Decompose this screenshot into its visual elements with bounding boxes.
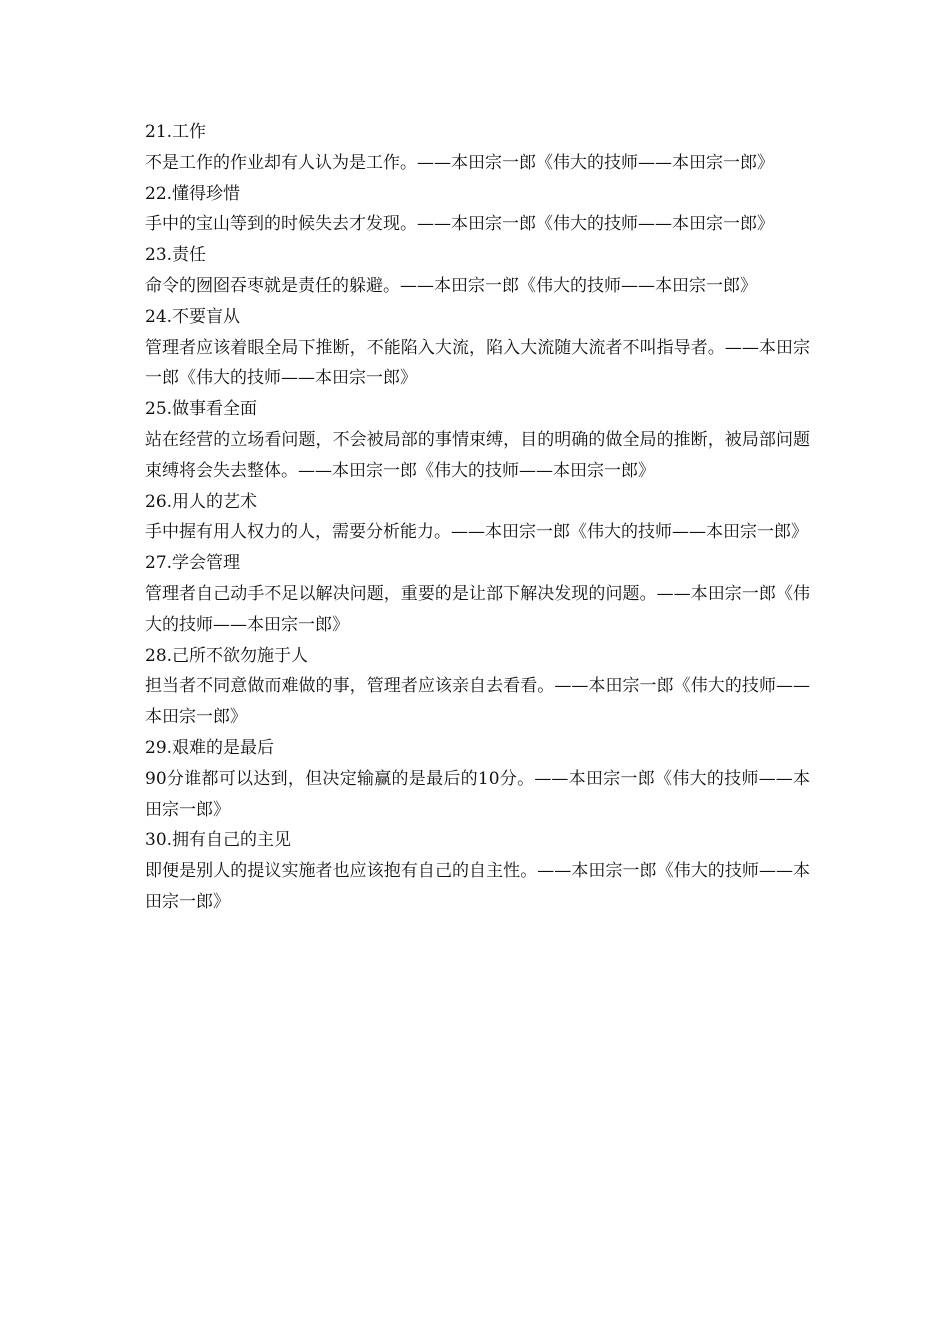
entry-body: 命令的囫囵吞枣就是责任的躲避。——本田宗一郎《伟大的技师——本田宗一郎》 (145, 275, 757, 296)
entry-body: 手中的宝山等到的时候失去才发现。——本田宗一郎《伟大的技师——本田宗一郎》 (145, 214, 774, 235)
quote-entry (145, 641, 810, 733)
quote-entry (145, 302, 810, 394)
entry-body: 站在经营的立场看问题，不会被局部的事情束缚，目的明确的做全局的推断，被局部问题束缚将会失去整体。——本田宗一郎《伟大的技师——本田宗一郎》 (145, 429, 810, 481)
document-page (145, 117, 810, 918)
entry-title: 24.不要盲从 (145, 306, 241, 327)
entry-title: 26.用人的艺术 (145, 491, 258, 512)
entry-title: 22.懂得珍惜 (145, 183, 241, 204)
entry-title: 21.工作 (145, 122, 207, 142)
quote-entry (145, 825, 810, 917)
quote-entry (145, 394, 810, 486)
quote-entry (145, 179, 810, 241)
entry-body: 管理者自己动手不足以解决问题，重要的是让部下解决发现的问题。——本田宗一郎《伟大的技师——本田宗一郎》 (145, 583, 810, 635)
quote-entry (145, 487, 810, 549)
entry-body: 管理者应该着眼全局下推断，不能陷入大流，陷入大流随大流者不叫指导者。——本田宗一郎《伟大的技师——本田宗一郎》 (145, 337, 810, 389)
entry-title: 28.己所不欲勿施于人 (145, 645, 309, 666)
entry-title: 23.责任 (145, 245, 207, 266)
entry-body: 90分谁都可以达到，但决定输赢的是最后的10分。——本田宗一郎《伟大的技师——本田宗一郎》 (145, 768, 810, 820)
entry-body: 即便是别人的提议实施者也应该抱有自己的自主性。——本田宗一郎《伟大的技师——本田宗一郎》 (145, 861, 810, 912)
entry-title: 29.艰难的是最后 (145, 737, 275, 758)
quote-entry (145, 733, 810, 825)
entry-body: 手中握有用人权力的人，需要分析能力。——本田宗一郎《伟大的技师——本田宗一郎》 (145, 522, 808, 543)
entry-body: 担当者不同意做而难做的事，管理者应该亲自去看看。——本田宗一郎《伟大的技师——本田宗一郎》 (145, 676, 810, 728)
entry-body: 不是工作的作业却有人认为是工作。——本田宗一郎《伟大的技师——本田宗一郎》 (145, 152, 774, 173)
entry-title: 25.做事看全面 (145, 399, 258, 420)
entry-title: 27.学会管理 (145, 553, 241, 574)
quote-entry (145, 240, 810, 302)
entry-title: 30.拥有自己的主见 (145, 830, 292, 851)
quote-entry (145, 548, 810, 640)
quote-entry (145, 117, 810, 179)
